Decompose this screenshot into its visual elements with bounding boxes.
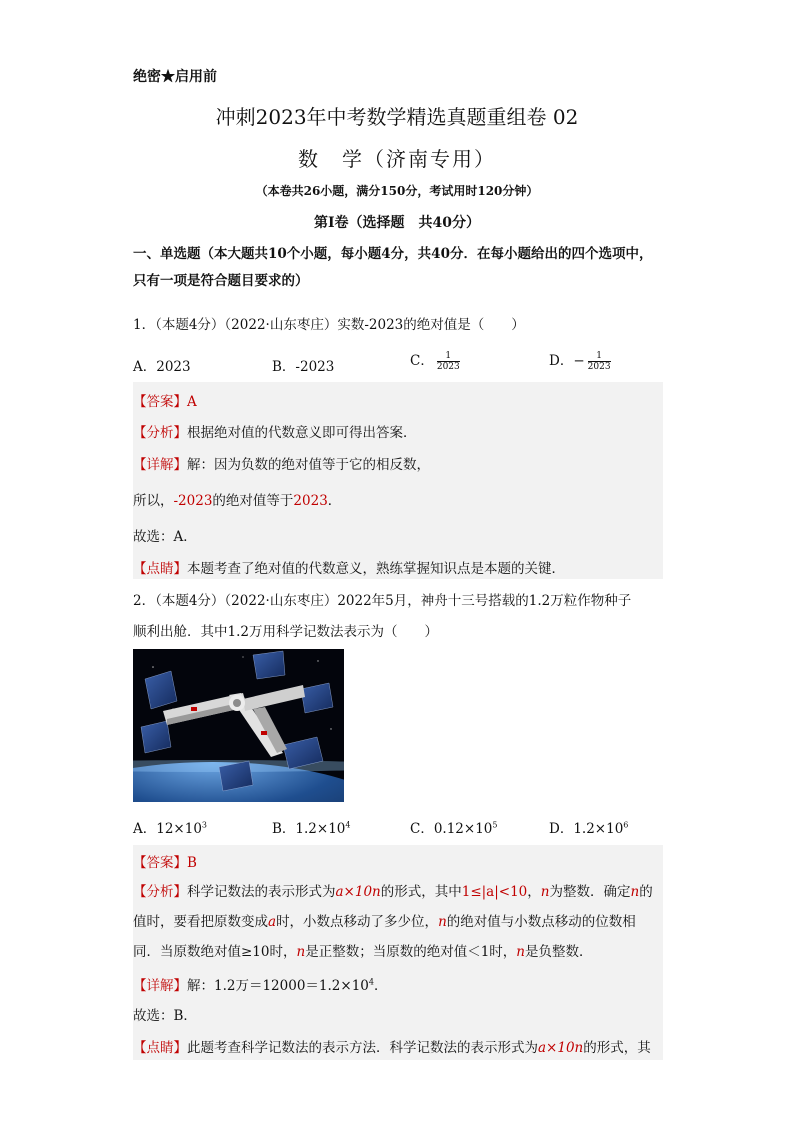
q1-option-a: A．2023 (133, 359, 191, 375)
q2-answer: 【答案】B (133, 855, 197, 871)
q2-analysis-line3: 同．当原数绝对值≥10时，n是正整数；当原数的绝对值＜1时，n是负整数． (133, 944, 593, 960)
q2-option-b: B．$1.2\times 10^4$ (272, 820, 351, 837)
q1-option-b: B．-2023 (272, 359, 335, 375)
secret-label: 绝密★启用前 (133, 69, 217, 85)
exam-note: （本卷共26小题，满分150分，考试用时120分钟） (255, 184, 539, 198)
question-2-stem-line2: 顺利出舱．其中1.2万用科学记数法表示为（ ） (133, 624, 438, 640)
fraction: $\frac{1}{2023}$ (587, 351, 611, 372)
q2-option-c: C．$0.12\times 10^5$ (410, 820, 498, 837)
exam-title: 冲刺2023年中考数学精选真题重组卷 02 (215, 105, 579, 129)
q1-option-c: C． $\frac{1}{2023}$ (410, 351, 460, 372)
q1-answer: 【答案】A (133, 394, 197, 410)
fraction: $\frac{1}{2023}$ (436, 351, 460, 372)
q1-choose: 故选：A． (133, 529, 197, 545)
q2-option-d: D．$1.2\times 10^6$ (549, 820, 629, 837)
q2-detail: 【详解】解：1.2万$=12000=1.2\times 10^4$． (133, 977, 388, 994)
question-2-stem-line1: 2．（本题4分）（2022·山东枣庄）2022年5月，神舟十三号搭载的1.2万粒作物种子 (133, 593, 632, 609)
q2-option-a: A．$12\times 10^3$ (133, 820, 208, 837)
q1-detail: 【详解】解：因为负数的绝对值等于它的相反数， (133, 457, 430, 473)
q1-comment: 【点睛】本题考查了绝对值的代数意义，熟练掌握知识点是本题的关键． (133, 561, 565, 577)
space-station-image (133, 649, 344, 802)
q2-analysis-line1: 【分析】科学记数法的表示形式为a×10n的形式，其中1≤|a|<10，n为整数．确定n的 (133, 884, 653, 900)
q2-choose: 故选：B． (133, 1008, 197, 1024)
part-title: 第Ⅰ卷（选择题 共40分） (313, 215, 481, 231)
q1-analysis: 【分析】根据绝对值的代数意义即可得出答案． (133, 425, 417, 441)
exam-subject: 数 学（济南专用） (298, 147, 496, 171)
q2-comment: 【点睛】此题考查科学记数法的表示方法．科学记数法的表示形式为a×10n的形式，其 (133, 1040, 651, 1056)
question-1-stem: 1．（本题4分）（2022·山东枣庄）实数-2023的绝对值是（ ） (133, 317, 525, 333)
section-heading: 一、单选题（本大题共10个小题，每小题4分，共40分．在每小题给出的四个选项中， 只有一项是符合题目要求的） (133, 246, 653, 289)
q2-analysis-line2: 值时，要看把原数变成a时，小数点移动了多少位，n的绝对值与小数点移动的位数相 (133, 914, 636, 930)
space-station-illustration (133, 649, 344, 802)
q1-option-d: D．− $\frac{1}{2023}$ (549, 351, 611, 372)
q1-detail-2: 所以，-2023的绝对值等于2023． (133, 493, 342, 509)
q1-solution-box (133, 382, 663, 579)
